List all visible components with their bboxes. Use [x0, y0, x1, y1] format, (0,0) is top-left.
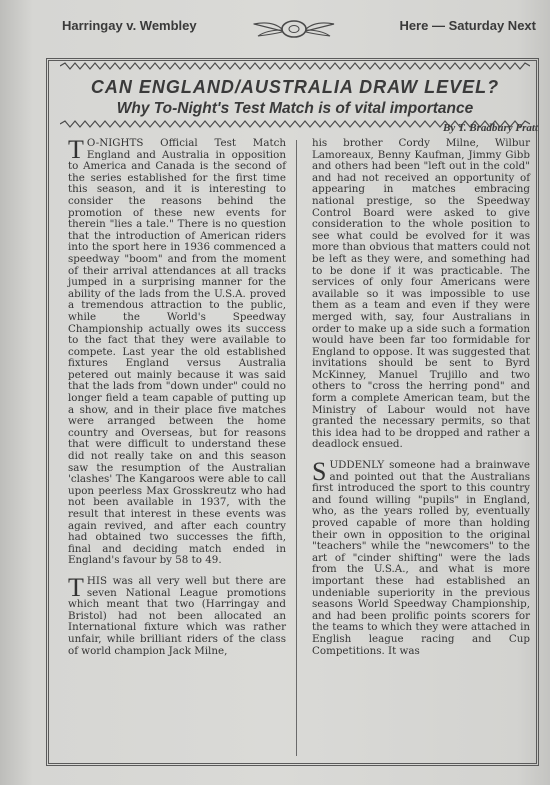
paragraph: [68, 135, 286, 567]
paragraph: [68, 572, 286, 657]
zigzag-rule-top: [60, 62, 530, 70]
fixture-right-text: Here — Saturday Next: [399, 18, 536, 33]
winged-wheel-icon: [252, 14, 336, 44]
left-column: [68, 135, 286, 666]
paragraph: [312, 457, 530, 657]
paragraph-text: UDDENLY someone had a brainwave and pointed out that the Australians first introduced the sport to this country and found willing "pupils" in England, who, as the years rolled by, eventually proved capable of more than holding their own in opposition to the original "teachers" while the "newcomers" to the art of "cinder shifting" were the lads from the U.S.A., and what is more important these had established an undeniable superiority in the previous seasons World Speedway Championship, and had been prolific points scorers for the teams to which they were attached in English league racing and Cup Competitions. It was: [312, 459, 530, 657]
running-header: [0, 14, 550, 44]
paragraph-text: HIS was all very well but there are seven National League promotions which meant that two (Harringay and Bristol) had not been allocated an International fixture which was rather unfair, while brilliant riders of the class of world champion Jack Milne,: [68, 574, 286, 657]
fixture-left-text: Harringay v. Wembley: [62, 18, 197, 33]
paragraph: [312, 138, 530, 451]
drop-cap: T: [68, 572, 84, 602]
paragraph-text: O-NIGHTS Official Test Match England and Australia in opposition to America and Canada is the second of the series established for the first time this season, and it is interesting to consider the reasons behind the promotion of these new events for therein "lies a tale." There is no question that the introduction of American riders into the sport here in 1936 commenced a speedway "boom" and from the moment of their arrival attendances at all tracks jumped in a surprising manner for the ability of the lads from the U.S.A. proved a tremendous attraction to the public, while the World's Speedway Championship actually owes its success to the fact that they were available to compete. Last year the old established fixtures England versus Australia petered out mainly because it was said that the lads from "down under" could no longer field a team capable of putting up a show, and in their place five matches were arranged between the home country and Overseas, but for reasons that were difficult to understand these did not really take on and this season saw the resumption of the Australian 'clashes' The Kangaroos were able to call upon peerless Max Grosskreutz who had not been available in 1937, with the result that interest in these events was again revived, and after each country had obtained two successes the fifth, final and deciding match ended in England's favour by 58 to 49.: [68, 137, 286, 567]
drop-cap: T: [68, 135, 84, 164]
byline: By T. Bradbury Pratt: [443, 122, 538, 134]
subheadline: Why To-Night's Test Match is of vital importance: [116, 100, 474, 117]
column-divider: [296, 140, 297, 756]
right-column: [312, 138, 530, 666]
headline: CAN ENGLAND/AUSTRALIA DRAW LEVEL?: [90, 77, 500, 97]
paragraph-text: his brother Cordy Milne, Wilbur Lamoreaux, Benny Kaufman, Jimmy Gibb and others had been "left out in the cold" and had not received an opportunity of appearing in matches embracing national prestige, so the Speedway Control Board were asked to give consideration to the whole position to see what could be evolved for it was more than obvious that matters could not be left as they were, and something had to be done if it was practicable. The services of only four Americans were available so it was impossible to use them as a team and even if they were merged with, say, four Australians in order to make up a side such a formation would have been far too formidable for England to oppose. It was suggested that invitations should be sent to Byrd McKinney, Manuel Trujillo and two others to "cross the herring pond" and form a complete American team, but the Ministry of Labour would not have granted the necessary permits, so that this idea had to be dropped and rather a deadlock ensued.: [312, 137, 530, 451]
drop-cap: S: [312, 457, 327, 487]
